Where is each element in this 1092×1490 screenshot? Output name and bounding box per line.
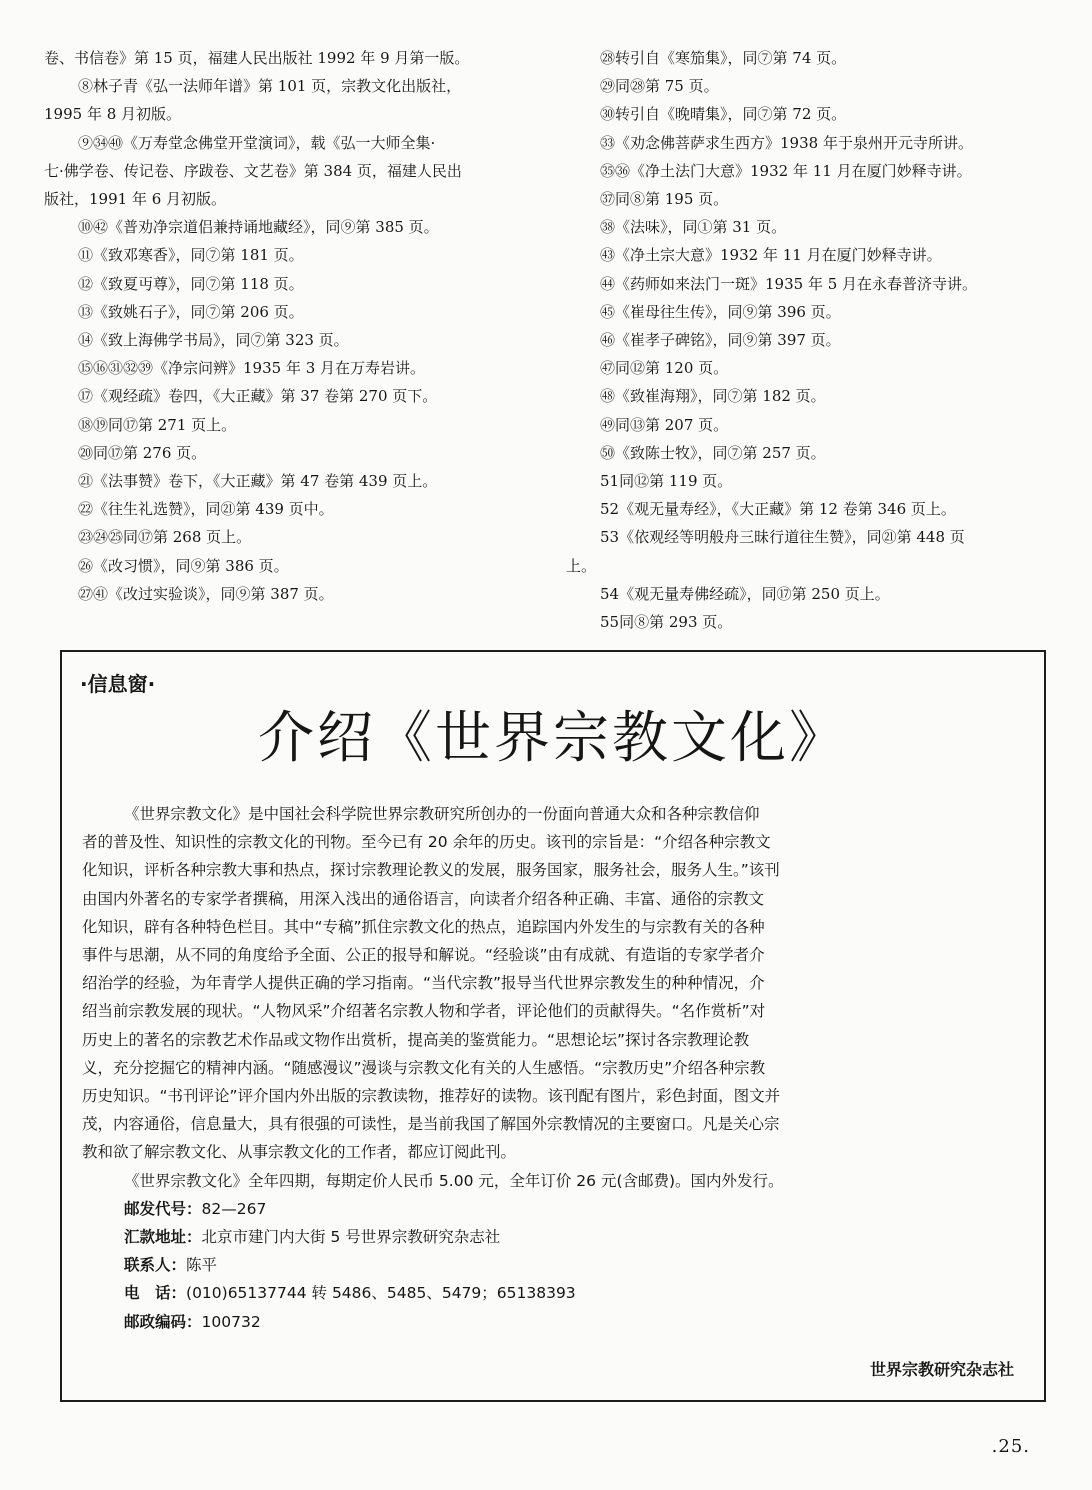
info-window-box bbox=[60, 650, 1046, 1402]
footnote-line: 52《观无量寿经》，《大正藏》第 12 卷第 346 页上。 bbox=[600, 500, 956, 519]
contact-value: 北京市建门内大街 5 号世界宗教研究杂志社 bbox=[201, 1228, 501, 1247]
contact-value: 陈平 bbox=[186, 1256, 218, 1275]
footnote-line: 卷、书信卷》第 15 页，福建人民出版社 1992 年 9 月第一版。 bbox=[44, 49, 470, 67]
contact-row bbox=[82, 1279, 1028, 1307]
footnote-line: ⑳同⑰第 276 页。 bbox=[78, 443, 207, 462]
body-text-line: 绍治学的经验，为年青学人提供正确的学习指南。“当代宗教”报导当代世界宗教发生的种种情况，介 bbox=[82, 974, 765, 993]
footnote-line: ㊻《崔孝子碑铭》，同⑨第 397 页。 bbox=[600, 331, 841, 350]
footnote-line: 55同⑧第 293 页。 bbox=[600, 613, 733, 632]
contact-label: 邮发代号： bbox=[124, 1199, 202, 1218]
footnote-line: ㊽《致崔海翔》，同⑦第 182 页。 bbox=[600, 387, 826, 406]
body-text-line: 历史上的著名的宗教艺术作品或文物作出赏析，提高美的鉴赏能力。“思想论坛”探讨各宗教理论教 bbox=[82, 1030, 750, 1049]
contact-row bbox=[82, 1308, 1028, 1336]
body-text-line: 绍当前宗教发展的现状。“人物风采”介绍著名宗教人物和学者，评论他们的贡献得失。“名作赏析”对 bbox=[82, 1002, 766, 1021]
footnote-line: ㊸《净土宗大意》1932 年 11 月在厦门妙释寺讲。 bbox=[600, 246, 942, 265]
footnote-line: ㊹《药师如来法门一斑》1935 年 5 月在永春普济寺讲。 bbox=[600, 274, 978, 293]
footnote-line: ㊳《法味》，同①第 31 页。 bbox=[600, 218, 787, 237]
footnote-line: ㉚转引自《晚晴集》，同⑦第 72 页。 bbox=[600, 105, 847, 124]
body-text-line: 由国内外著名的专家学者撰稿，用深入浅出的通俗语言，向读者介绍各种正确、丰富、通俗的宗教文 bbox=[82, 889, 765, 908]
footnote-line: ㊾同⑬第 207 页。 bbox=[600, 415, 729, 434]
footnote-line: ㉓㉔㉕同⑰第 268 页上。 bbox=[78, 528, 252, 547]
footnote-line: ㉟㊱《净土法门大意》1932 年 11 月在厦门妙释寺讲。 bbox=[600, 161, 972, 180]
footnote-line: ⑨㉞㊵《万寿堂念佛堂开堂演词》，载《弘一大师全集· bbox=[78, 133, 436, 152]
footnote-line: 七·佛学卷、传记卷、序跋卷、文艺卷》第 384 页，福建人民出 bbox=[44, 161, 462, 180]
body-text-line: 化知识，评析各种宗教大事和热点，探讨宗教理论教义的发展，服务国家，服务社会，服务人生。”该刊 bbox=[82, 861, 780, 880]
footnotes-left-column bbox=[44, 44, 544, 608]
contact-info bbox=[82, 1195, 1028, 1336]
body-text-line: 化知识，辟有各种特色栏目。其中“专稿”抓住宗教文化的热点，追踪国内外发生的与宗教有关的各种 bbox=[82, 917, 765, 936]
footnote-line: ⑭《致上海佛学书局》，同⑦第 323 页。 bbox=[78, 331, 349, 350]
contact-row bbox=[82, 1223, 1028, 1251]
page-number: .25. bbox=[991, 1436, 1030, 1457]
footnote-line: 1995 年 8 月初版。 bbox=[44, 105, 182, 124]
footnote-line: ㊲同⑧第 195 页。 bbox=[600, 190, 729, 209]
footnote-line: ㉒《往生礼选赞》，同㉑第 439 页中。 bbox=[78, 500, 334, 519]
body-text-line: 教和欲了解宗教文化、从事宗教文化的工作者，都应订阅此刊。 bbox=[82, 1143, 517, 1162]
body-text-line: 茂，内容通俗，信息量大，具有很强的可读性，是当前我国了解国外宗教情况的主要窗口。凡是关心宗 bbox=[82, 1115, 780, 1134]
footnote-line: ⑱⑲同⑰第 271 页上。 bbox=[78, 415, 237, 434]
body-text-line: 义，充分挖掘它的精神内涵。“随感漫议”漫谈与宗教文化有关的人生感悟。“宗教历史”介绍各种宗教 bbox=[82, 1058, 766, 1077]
contact-value: 82—267 bbox=[201, 1199, 267, 1218]
footnote-line: ㊺《崔母往生传》，同⑨第 396 页。 bbox=[600, 302, 841, 321]
footnote-line: ⑪《致邓寒香》，同⑦第 181 页。 bbox=[78, 246, 304, 265]
body-text-line: 《世界宗教文化》全年四期，每期定价人民币 5.00 元，全年订价 26 元(含邮费)。国内外发行。 bbox=[124, 1171, 784, 1190]
footnote-line: 51同⑫第 119 页。 bbox=[600, 472, 733, 491]
contact-label: 邮政编码： bbox=[124, 1312, 202, 1331]
footnote-line: ㊼同⑫第 120 页。 bbox=[600, 359, 729, 378]
contact-label: 电 话： bbox=[124, 1284, 187, 1303]
info-window-body bbox=[82, 800, 1028, 1336]
footnote-line: ⑫《致夏丏尊》，同⑦第 118 页。 bbox=[78, 274, 304, 293]
contact-row bbox=[82, 1195, 1028, 1223]
contact-label: 汇款地址： bbox=[124, 1228, 202, 1247]
footnote-line: ⑩㊷《普劝净宗道侣兼持诵地藏经》，同⑨第 385 页。 bbox=[78, 218, 439, 237]
footnote-line: ㉗㊶《改过实验谈》，同⑨第 387 页。 bbox=[78, 584, 334, 603]
publisher-signature: 世界宗教研究杂志社 bbox=[869, 1360, 1014, 1379]
footnote-line: 54《观无量寿佛经疏》，同⑰第 250 页上。 bbox=[600, 584, 890, 603]
footnote-line: ㊿《致陈士牧》，同⑦第 257 页。 bbox=[600, 443, 826, 462]
footnote-line: 上。 bbox=[566, 556, 597, 575]
info-window-tag: ·信息窗· bbox=[80, 672, 156, 696]
footnote-line: ⑧林子青《弘一法师年谱》第 101 页，宗教文化出版社， bbox=[78, 77, 462, 96]
footnote-line: ⑮⑯㉛㉜㊴《净宗问辨》1935 年 3 月在万寿岩讲。 bbox=[78, 359, 426, 378]
info-window-title: 介绍《世界宗教文化》 bbox=[258, 706, 848, 771]
footnote-line: ㉘转引自《寒笳集》，同⑦第 74 页。 bbox=[600, 49, 847, 67]
body-text-line: 者的普及性、知识性的宗教文化的刊物。至今已有 20 余年的历史。该刊的宗旨是：“介绍各种宗教文 bbox=[82, 833, 771, 852]
footnote-line: ⑰《观经疏》卷四，《大正藏》第 37 卷第 270 页下。 bbox=[78, 387, 438, 406]
body-text-line: 事件与思潮，从不同的角度给予全面、公正的报导和解说。“经验谈”由有成就、有造诣的专家学者介 bbox=[82, 946, 765, 965]
body-paragraphs bbox=[82, 800, 1028, 1195]
footnote-line: 版社，1991 年 6 月初版。 bbox=[44, 190, 227, 209]
footnote-line: ㉙同㉘第 75 页。 bbox=[600, 77, 719, 96]
body-text-line: 《世界宗教文化》是中国社会科学院世界宗教研究所创办的一份面向普通大众和各种宗教信仰 bbox=[124, 805, 760, 823]
body-text-line: 历史知识。“书刊评论”评介国内外出版的宗教读物，推荐好的读物。该刊配有图片，彩色封面，图文并 bbox=[82, 1087, 781, 1106]
contact-label: 联系人： bbox=[124, 1256, 187, 1275]
contact-value: 100732 bbox=[201, 1312, 261, 1331]
footnote-line: ㉖《改习惯》，同⑨第 386 页。 bbox=[78, 556, 289, 575]
footnotes-right-column bbox=[566, 44, 1051, 636]
contact-value: (010)65137744 转 5486、5485、5479；65138393 bbox=[186, 1284, 576, 1303]
footnote-line: ⑬《致姚石子》，同⑦第 206 页。 bbox=[78, 302, 304, 321]
footnote-line: ㉝《劝念佛菩萨求生西方》1938 年于泉州开元寺所讲。 bbox=[600, 133, 973, 152]
footnote-line: ㉑《法事赞》卷下，《大正藏》第 47 卷第 439 页上。 bbox=[78, 472, 438, 491]
contact-row bbox=[82, 1251, 1028, 1279]
footnote-line: 53《依观经等明般舟三昧行道往生赞》，同㉑第 448 页 bbox=[600, 528, 965, 547]
